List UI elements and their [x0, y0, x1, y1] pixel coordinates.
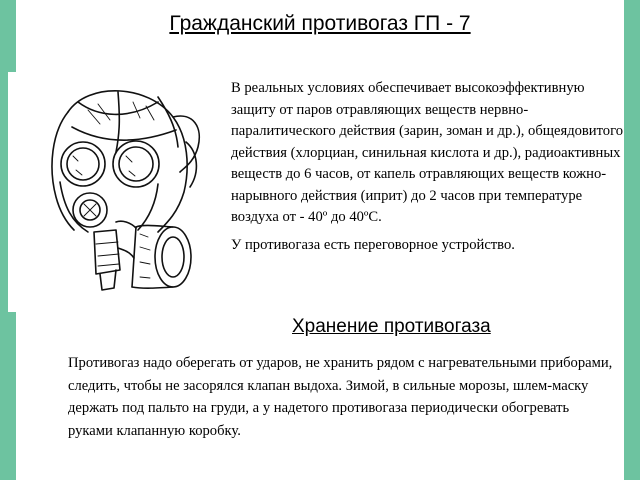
storage-text: Противогаз надо оберегать от ударов, не хранить рядом с нагревательными приборами, следить, чтобы не засорялся клапан выдоха. Зимой, в сильные морозы, шлем-маску держать под пальто на груди, а у надетого противогаза периодически обогревать руками клапанную коробку.: [68, 355, 613, 439]
description: [231, 78, 629, 262]
description-paragraph-protection: В реальных условиях обеспечивает высокоэффективную защиту от паров отравляющих веществ нервно-паралитического действия (зарин, зоман и др.), общеядовитого действия (хлорциан, синильная кислота и др.), радиоактивных веществ до 6 часов, от капель отравляющих веществ кожно-нарывного действия (иприт) до 2 часов при температуре воздуха от - 40º до 40ºС.: [231, 80, 624, 225]
storage-heading: Хранение противогаза: [292, 316, 491, 337]
slide-title: Гражданский противогаз ГП - 7: [169, 12, 471, 35]
gas-mask-illustration: [8, 72, 220, 312]
description-paragraph-speaker: У противогаза есть переговорное устройство.: [231, 236, 515, 253]
